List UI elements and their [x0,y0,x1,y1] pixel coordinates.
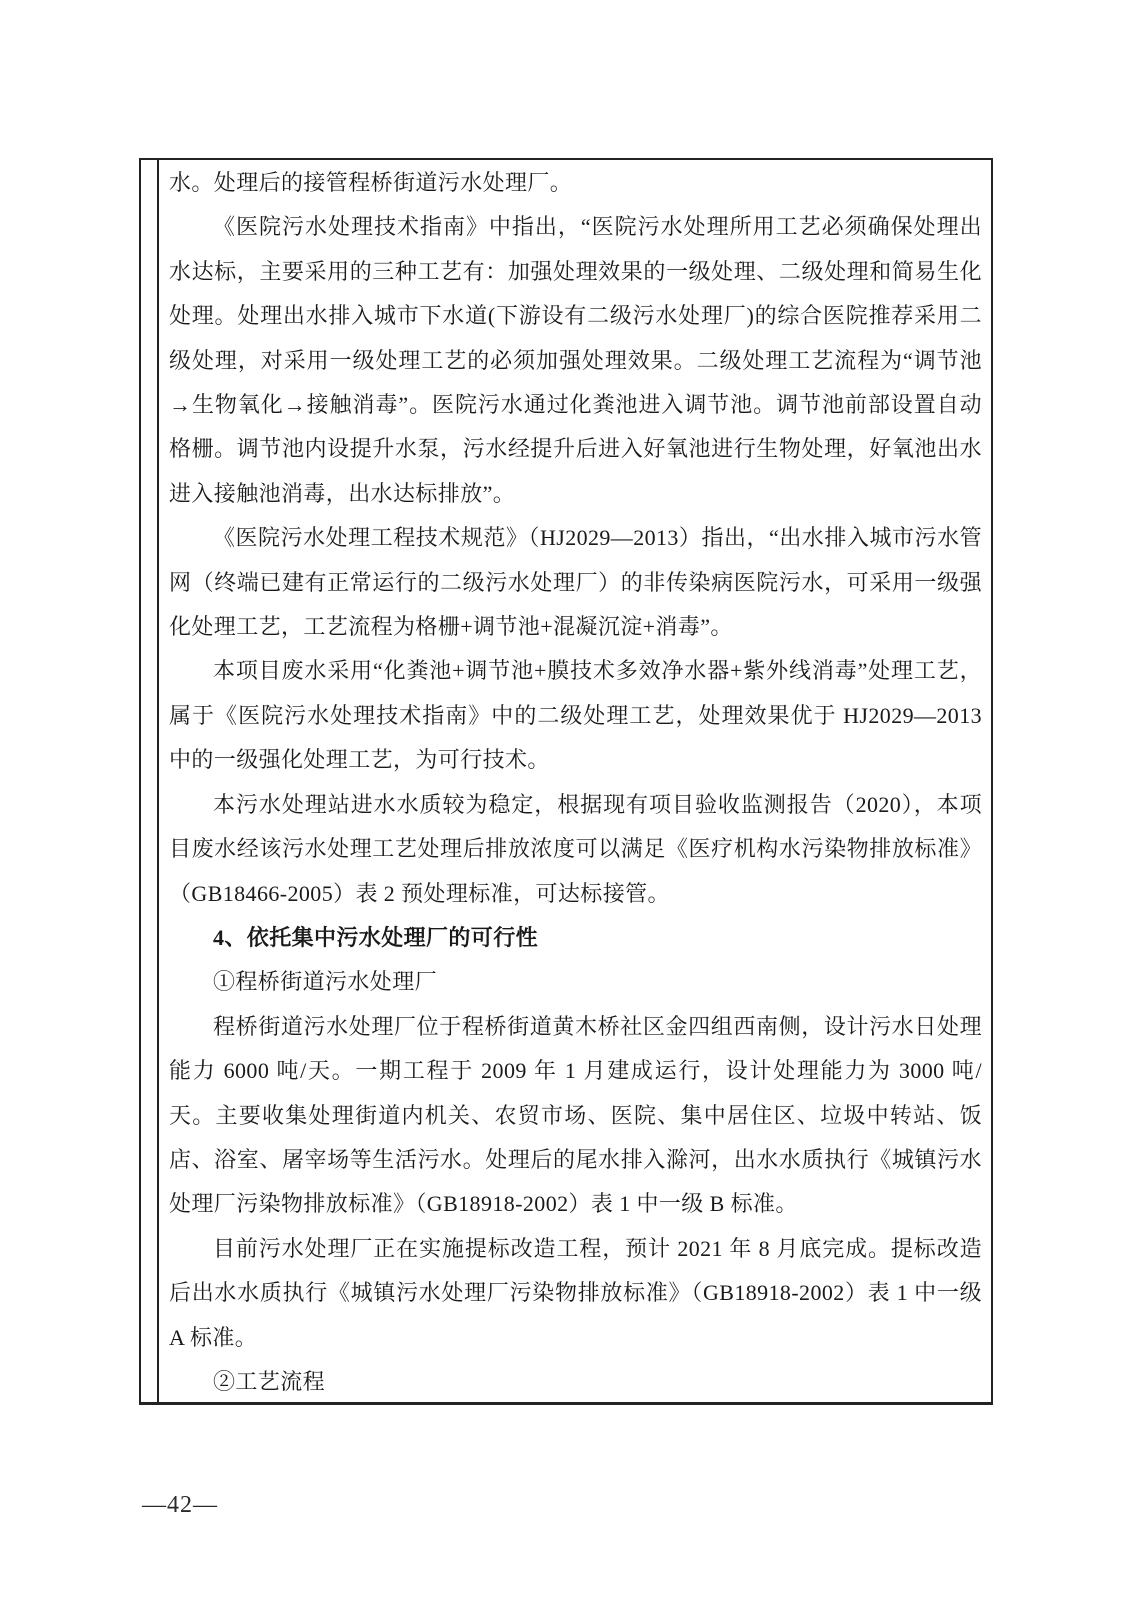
paragraph-hospital-guide: 《医院污水处理技术指南》中指出，“医院污水处理所用工艺必须确保处理出水达标，主要采用的三种工艺有：加强处理效果的一级处理、二级处理和简易生化处理。处理出水排入城市下水道(下游设有二级污水处理厂)的综合医院推荐采用二级处理，对采用一级处理工艺的必须加强处理效果。二级处理工艺流程为“调节池→生物氧化→接触消毒”。医院污水通过化粪池进入调节池。调节池前部设置自动格栅。调节池内设提升水泵，污水经提升后进入好氧池进行生物处理，好氧池出水进入接触池消毒，出水达标排放”。 [169,214,982,506]
paragraph-upgrade-project: 目前污水处理厂正在实施提标改造工程，预计 2021 年 8 月底完成。提标改造后出水水质执行《城镇污水处理厂污染物排放标准》（GB18918-2002）表 1 中一级 A 标准。 [169,1235,982,1350]
subitem-2-process-label: ②工艺流程 [213,1368,326,1394]
paragraph-project-process: 本项目废水采用“化粪池+调节池+膜技术多效净水器+紫外线消毒”处理工艺，属于《医院污水处理技术指南》中的二级处理工艺，处理效果优于 HJ2029—2013 中的一级强化处理工艺，为可行技术。 [169,658,982,773]
paragraph-continuation: 水。处理后的接管程桥街道污水处理厂。 [169,170,573,195]
paragraph-plant-description: 程桥街道污水处理厂位于程桥街道黄木桥社区金四组西南侧，设计污水日处理能力 6000 吨/天。一期工程于 2009 年 1 月建成运行，设计处理能力为 3000 吨/天。主要收集处理街道内机关、农贸市场、医院、集中居住区、垃圾中转站、饭店、浴室、屠宰场等生活污水。处理后的尾水排入滁河，出水水质执行《城镇污水处理厂污染物排放标准》（GB18918-2002）表 1 中一级 B 标准。 [169,1013,982,1217]
table-stub-column [141,160,159,1402]
paragraph-monitoring-report: 本污水处理站进水水质较为稳定，根据现有项目验收监测报告（2020），本项目废水经该污水处理工艺处理后排放浓度可以满足《医疗机构水污染物排放标准》（GB18466-2005）表 2 预处理标准，可达标接管。 [169,791,982,906]
section-heading-feasibility: 4、依托集中污水处理厂的可行性 [213,924,539,950]
subitem-1-plant-label: ①程桥街道污水处理厂 [213,969,438,995]
report-table-cell [139,158,993,1405]
paragraph-hj2029-spec: 《医院污水处理工程技术规范》（HJ2029—2013）指出，“出水排入城市污水管网（终端已建有正常运行的二级污水处理厂）的非传染病医院污水，可采用一级强化处理工艺，工艺流程为格栅+调节池+混凝沉淀+消毒”。 [169,525,982,640]
table-content-cell [159,160,991,1402]
page-number: —42— [142,1492,218,1518]
